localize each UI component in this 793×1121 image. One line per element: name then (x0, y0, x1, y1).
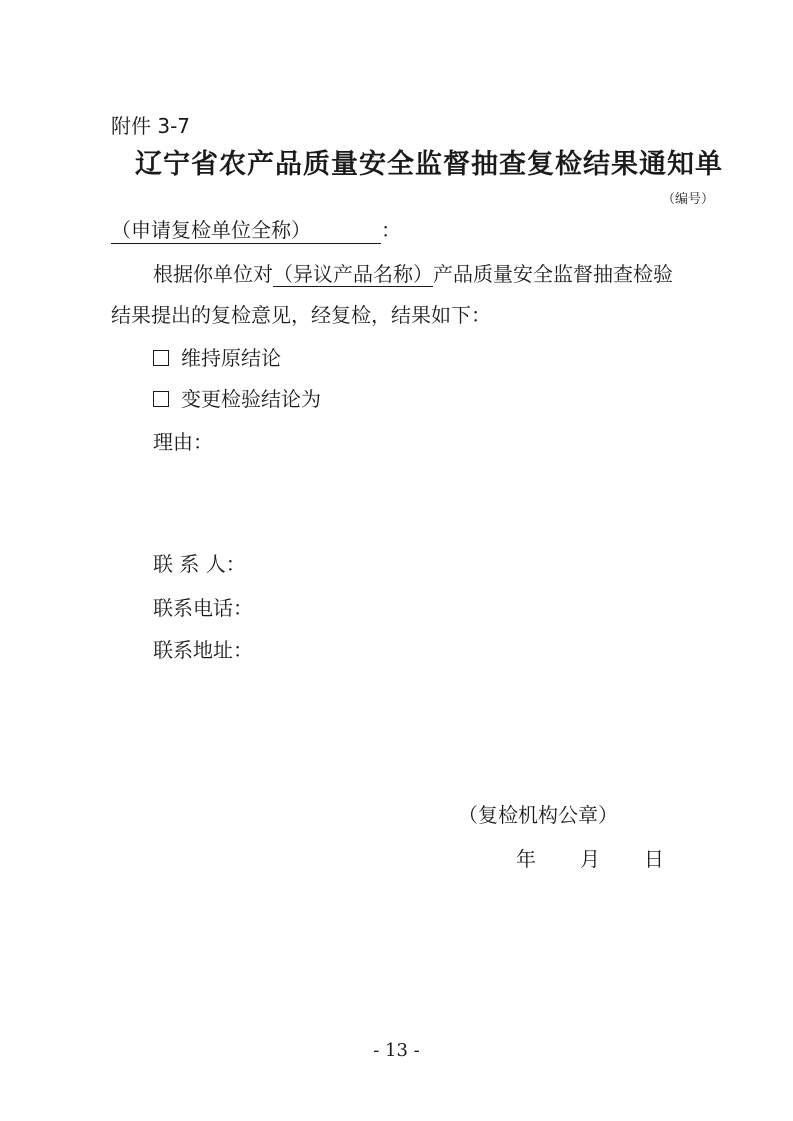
recipient-name-placeholder: （申请复检单位全称） (111, 218, 311, 242)
reason-label: 理由： (153, 430, 213, 454)
body-line-1-prefix: 根据你单位对 (153, 262, 273, 286)
document-title: 辽宁省农产品质量安全监督抽查复检结果通知单 (135, 149, 723, 180)
page-number: - 13 - (373, 1040, 420, 1061)
date-year: 年 (516, 847, 536, 871)
document-number-label: （编号） (662, 192, 715, 207)
body-line-1-suffix: 产品质量安全监督抽查检验 (433, 262, 673, 286)
body-line-2: 结果提出的复检意见，经复检，结果如下： (111, 303, 491, 327)
checkbox-maintain[interactable] (153, 350, 169, 366)
recipient-name-field (111, 214, 381, 244)
body-line-1 (153, 258, 673, 287)
recipient-colon: ： (381, 218, 401, 242)
product-name-field: （异议产品名称） (273, 262, 433, 286)
attachment-label: 附件 3-7 (111, 114, 191, 138)
date-line (516, 843, 664, 872)
contact-person-label: 联 系 人： (153, 552, 246, 576)
date-month: 月 (580, 847, 600, 871)
option-change-label: 变更检验结论为 (181, 387, 321, 411)
checkbox-change[interactable] (153, 391, 169, 407)
contact-address-label: 联系地址： (153, 638, 253, 662)
recipient-line (111, 214, 401, 244)
option-change (153, 383, 321, 412)
option-maintain-label: 维持原结论 (181, 346, 281, 370)
seal-label: （复检机构公章） (458, 803, 618, 827)
date-day: 日 (644, 847, 664, 871)
option-maintain (153, 342, 281, 371)
contact-phone-label: 联系电话： (153, 596, 253, 620)
